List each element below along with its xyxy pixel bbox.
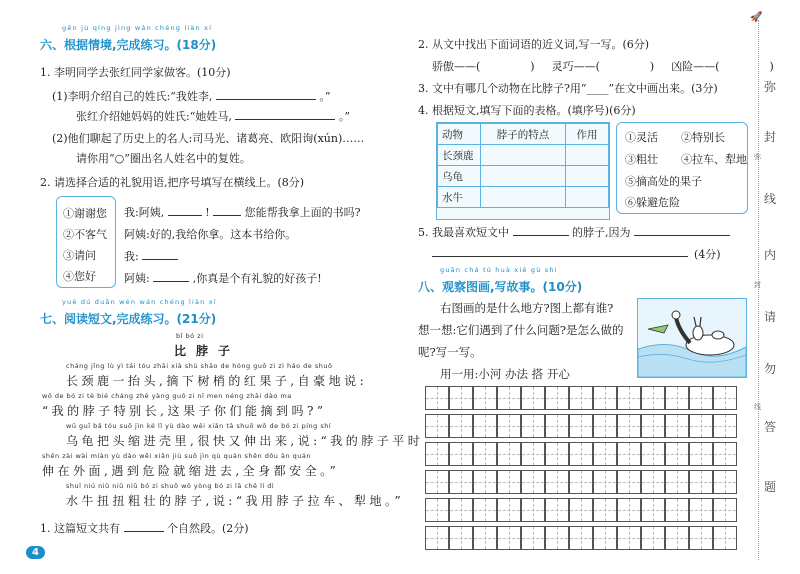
sec6-q1-sub2-b: 请你用“○”圈出名人姓名中的复姓。: [76, 152, 251, 165]
grid-cell[interactable]: [593, 414, 617, 438]
q1-text-a: 1. 这篇短文共有: [40, 522, 120, 535]
page-number: 4: [26, 546, 45, 559]
grid-cell[interactable]: [545, 414, 569, 438]
dialogue-line-2: 阿姨:好的,我给你拿。这本书给你。: [124, 228, 297, 241]
seal-char: 封: [764, 130, 777, 144]
dialogue-line-3: [124, 248, 178, 264]
grid-cell[interactable]: [473, 526, 497, 550]
polite-option: ③请问: [63, 249, 96, 262]
grid-cell[interactable]: [569, 442, 593, 466]
grid-cell[interactable]: [665, 470, 689, 494]
synonym-word: 凶险——(: [671, 60, 720, 73]
story-line: “我的脖子特别长,这果子你们能摘到吗?”: [42, 404, 327, 418]
grid-cell[interactable]: [569, 470, 593, 494]
table-row-label: 乌龟: [438, 166, 481, 187]
story-title: 比脖子: [174, 344, 241, 358]
table-option: ⑤摘高处的果子: [625, 175, 702, 188]
table-header: 脖子的特点: [481, 124, 566, 145]
story-pinyin: wū guī bǎ tóu suō jìn ké lǐ yù dào wēi xiǎn tā shuō wǒ de bó zi píng shí: [66, 422, 332, 430]
grid-cell[interactable]: [425, 470, 449, 494]
grid-cell[interactable]: [425, 526, 449, 550]
grid-cell[interactable]: [593, 386, 617, 410]
table-cell-input[interactable]: [481, 166, 566, 187]
grid-cell[interactable]: [713, 414, 737, 438]
sec8-title: 八、观察图画,写故事。(10分): [418, 280, 583, 294]
synonym-end: ): [649, 60, 655, 73]
table-cell-input[interactable]: [566, 187, 609, 208]
story-pinyin: shēn zài wài miàn yù dào wēi xiǎn jiù suō jìn qù quán shēn dōu ān quán: [42, 452, 311, 460]
grid-cell[interactable]: [593, 498, 617, 522]
table-option: ③粗壮: [625, 153, 658, 166]
grid-cell[interactable]: [545, 442, 569, 466]
table-option: ①灵活: [625, 131, 658, 144]
synonym-word: 灵巧——(: [551, 60, 600, 73]
dialogue-line-1: [124, 204, 361, 220]
story-line: 水牛扭扭粗壮的脖子,说:“我用脖子拉车、犁地。”: [66, 494, 405, 508]
sec6-q1-sub2: (2)他们聊起了历史上的名人:司马光、诸葛亮、欧阳询(xún)……: [52, 132, 365, 145]
q5-text-b: 的脖子,因为: [572, 226, 631, 239]
seal-char: 线: [764, 192, 777, 206]
seal-char: 弥: [764, 80, 777, 94]
synonym-end: ): [530, 60, 535, 73]
story-illustration: [637, 298, 747, 378]
seal-char: 题: [764, 480, 777, 494]
grid-cell[interactable]: [617, 470, 641, 494]
grid-cell[interactable]: [665, 442, 689, 466]
sec8-prompt-1: 右图画的是什么地方?图上都有谁?: [440, 301, 614, 315]
grid-cell[interactable]: [521, 526, 545, 550]
grid-cell[interactable]: [497, 470, 521, 494]
story-line: 乌龟把头缩进壳里,很快又伸出来,说:“我的脖子平时: [66, 434, 424, 448]
story-line: 长颈鹿一抬头,摘下树梢的红果子,自豪地说:: [66, 374, 368, 388]
grid-cell[interactable]: [497, 386, 521, 410]
binding-strip: [752, 0, 800, 574]
sec6-q1-stem: 1. 李明同学去张红同学家做客。(10分): [40, 66, 231, 79]
table-cell-input[interactable]: [566, 145, 609, 166]
grid-cell[interactable]: [713, 470, 737, 494]
table-header: 作用: [566, 124, 609, 145]
table-row-label: 水牛: [438, 187, 481, 208]
q1-text-b: 个自然段。(2分): [167, 522, 249, 535]
grid-cell[interactable]: [425, 442, 449, 466]
synonym-end: ): [769, 60, 774, 73]
table-options-box: [616, 122, 748, 214]
grid-cell[interactable]: [617, 386, 641, 410]
grid-cell[interactable]: [545, 470, 569, 494]
dialogue-text: 您能帮我拿上面的书吗?: [244, 206, 361, 219]
polite-options-box: [56, 196, 116, 288]
grid-cell[interactable]: [593, 442, 617, 466]
fill-table: [437, 123, 609, 208]
answer-blank[interactable]: [634, 235, 730, 236]
answer-blank[interactable]: [235, 119, 335, 120]
answer-blank[interactable]: [142, 259, 178, 260]
seal-char: 勿: [764, 362, 777, 376]
seal-char: 答: [764, 420, 777, 434]
illustration-svg: [638, 299, 746, 377]
right-q3: 3. 文中有哪几个动物在比脖子?用“____”在文中画出来。(3分): [418, 82, 718, 95]
grid-cell[interactable]: [473, 414, 497, 438]
grid-cell[interactable]: [497, 498, 521, 522]
sec8-prompt-3: 呢?写一写。: [418, 345, 482, 359]
grid-cell[interactable]: [713, 386, 737, 410]
sub1-text-d: 。”: [338, 110, 350, 123]
seal-char: 内: [764, 248, 777, 262]
grid-cell[interactable]: [617, 442, 641, 466]
answer-blank[interactable]: [216, 99, 316, 100]
grid-cell[interactable]: [449, 498, 473, 522]
seal-dotted-line: [758, 20, 759, 560]
grid-cell[interactable]: [689, 498, 713, 522]
grid-cell[interactable]: [521, 442, 545, 466]
grid-cell[interactable]: [449, 526, 473, 550]
synonym-row: [432, 58, 774, 74]
grid-cell[interactable]: [617, 414, 641, 438]
sec6-q1-sub1: [52, 88, 331, 104]
table-option: ②特别长: [681, 131, 725, 144]
grid-cell[interactable]: [449, 386, 473, 410]
grid-cell[interactable]: [641, 470, 665, 494]
grid-cell[interactable]: [425, 386, 449, 410]
grid-cell[interactable]: [449, 470, 473, 494]
grid-cell[interactable]: [569, 498, 593, 522]
right-q4-stem: 4. 根据短文,填写下面的表格。(填序号)(6分): [418, 104, 636, 117]
grid-cell[interactable]: [665, 414, 689, 438]
grid-cell[interactable]: [713, 498, 737, 522]
right-q2-stem: 2. 从文中找出下面词语的近义词,写一写。(6分): [418, 38, 650, 51]
grid-cell[interactable]: [521, 414, 545, 438]
dialogue-text: ,你真是个有礼貌的好孩子!: [192, 272, 322, 285]
grid-cell[interactable]: [689, 442, 713, 466]
grid-cell[interactable]: [449, 414, 473, 438]
grid-cell[interactable]: [689, 386, 713, 410]
grid-cell[interactable]: [641, 498, 665, 522]
grid-cell[interactable]: [425, 498, 449, 522]
grid-cell[interactable]: [593, 526, 617, 550]
grid-cell[interactable]: [497, 442, 521, 466]
story-pinyin: shuǐ niú niǔ niǔ niǔ bó zi shuō wǒ yòng bó zi lā chē lí dì: [66, 482, 275, 490]
rocket-icon: 🚀: [750, 12, 763, 23]
grid-cell[interactable]: [641, 442, 665, 466]
table-cell-input[interactable]: [566, 166, 609, 187]
sec7-pinyin: yuè dú duǎn wén wán chéng liàn xí: [62, 298, 217, 306]
sec8-prompt-2: 想一想:它们遇到了什么问题?是怎么做的: [418, 323, 624, 337]
grid-cell[interactable]: [689, 526, 713, 550]
sec6-pinyin: gēn jù qíng jìng wán chéng liàn xí: [62, 24, 213, 32]
q5-score: (4分): [694, 248, 721, 261]
answer-blank[interactable]: [513, 235, 569, 236]
grid-cell[interactable]: [545, 526, 569, 550]
grid-cell[interactable]: [497, 414, 521, 438]
grid-cell[interactable]: [665, 498, 689, 522]
grid-cell[interactable]: [473, 386, 497, 410]
grid-cell[interactable]: [569, 414, 593, 438]
story-pinyin: cháng jǐng lù yì tái tóu zhāi xià shù shāo de hóng guǒ zi zì háo de shuō: [66, 362, 333, 370]
grid-cell[interactable]: [449, 442, 473, 466]
grid-cell[interactable]: [641, 414, 665, 438]
grid-cell[interactable]: [713, 442, 737, 466]
sec6-q1-sub1-c: [76, 108, 350, 124]
seal-mark: 线: [754, 403, 761, 411]
grid-cell[interactable]: [665, 386, 689, 410]
story-pinyin: wǒ de bó zi tè bié cháng zhè yàng guǒ zi nǐ men néng zhāi dào ma: [42, 392, 292, 400]
grid-cell[interactable]: [473, 442, 497, 466]
grid-cell[interactable]: [641, 386, 665, 410]
seal-mark: 弥: [754, 153, 761, 161]
dialogue-line-4: [124, 270, 322, 286]
grid-cell[interactable]: [521, 498, 545, 522]
sec7-title: 七、阅读短文,完成练习。(21分): [40, 312, 217, 326]
grid-cell[interactable]: [641, 526, 665, 550]
sub1-text-a: (1)李明介绍自己的姓氏:“我姓李,: [52, 90, 213, 103]
sec8-use-words: 用一用:小河 办法 搭 开心: [440, 367, 570, 381]
table-cell-input[interactable]: [481, 187, 566, 208]
sub1-text-b: 。”: [319, 90, 331, 103]
right-q5: [418, 224, 730, 240]
grid-cell[interactable]: [569, 526, 593, 550]
grid-cell[interactable]: [473, 498, 497, 522]
answer-blank[interactable]: [153, 281, 189, 282]
grid-cell[interactable]: [569, 386, 593, 410]
q5-text-a: 5. 我最喜欢短文中: [418, 226, 509, 239]
polite-option: ④您好: [63, 270, 96, 283]
grid-cell[interactable]: [473, 470, 497, 494]
sec6-title: 六、根据情境,完成练习。(18分): [40, 38, 217, 52]
sec6-q2-stem: 2. 请选择合适的礼貌用语,把序号填写在横线上。(8分): [40, 176, 305, 189]
grid-cell[interactable]: [617, 526, 641, 550]
grid-cell[interactable]: [425, 414, 449, 438]
grid-cell[interactable]: [521, 470, 545, 494]
answer-blank[interactable]: [124, 531, 164, 532]
grid-cell[interactable]: [593, 470, 617, 494]
grid-cell[interactable]: [617, 498, 641, 522]
fill-table-frame: [436, 122, 610, 220]
table-option: ④拉车、犁地: [681, 153, 747, 166]
sub1-text-c: 张红介绍她妈妈的姓氏:“她姓马,: [76, 110, 232, 123]
grid-cell[interactable]: [713, 526, 737, 550]
grid-cell[interactable]: [497, 526, 521, 550]
table-cell-input[interactable]: [481, 145, 566, 166]
answer-blank[interactable]: [168, 215, 202, 216]
story-line: 伸在外面,遇到危险就缩进去,全身都安全。”: [42, 464, 340, 478]
answer-blank[interactable]: [432, 256, 688, 257]
dialogue-text: 阿姨:: [124, 272, 150, 285]
table-option: ⑥躲避危险: [625, 196, 680, 209]
answer-blank[interactable]: [213, 215, 241, 216]
grid-cell[interactable]: [545, 386, 569, 410]
grid-cell[interactable]: [545, 498, 569, 522]
grid-cell[interactable]: [689, 470, 713, 494]
dialogue-text: 我:阿姨,: [124, 206, 165, 219]
table-row-label: 长颈鹿: [438, 145, 481, 166]
sec8-pinyin: guān chá tú huà xiě gù shi: [440, 266, 558, 274]
polite-option: ②不客气: [63, 228, 107, 241]
grid-cell[interactable]: [521, 386, 545, 410]
sec7-q1: [40, 520, 249, 536]
seal-mark: 封: [754, 281, 761, 289]
dialogue-text: !: [205, 206, 210, 219]
seal-char: 请: [764, 310, 777, 324]
dialogue-text: 我:: [124, 250, 139, 263]
grid-cell[interactable]: [689, 414, 713, 438]
story-title-pinyin: bǐ bó zi: [176, 332, 204, 340]
grid-cell[interactable]: [665, 526, 689, 550]
table-header: 动物: [438, 124, 481, 145]
synonym-word: 骄傲——(: [432, 60, 481, 73]
polite-option: ①谢谢您: [63, 207, 107, 220]
